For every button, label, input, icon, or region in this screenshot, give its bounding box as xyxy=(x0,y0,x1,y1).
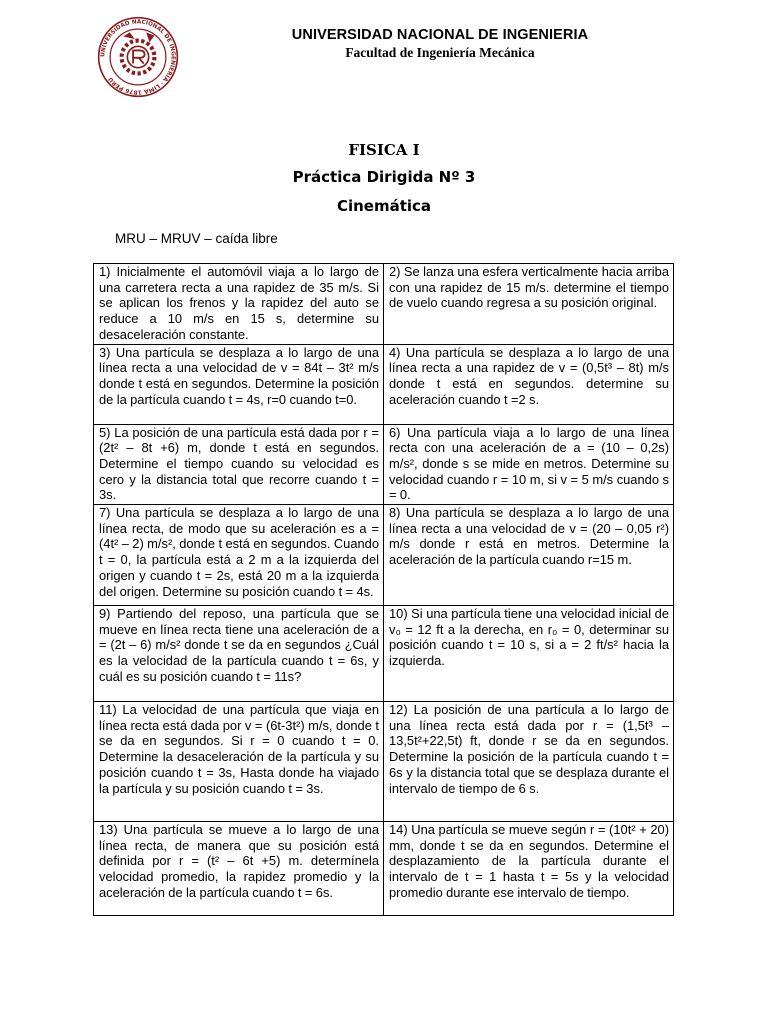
problem-8: 8) Una partícula se desplaza a lo largo de una línea recta a una velocidad de v = (20 – 0,05 r²) m/s donde r está en metros. Determine la aceleración de la partícula cuando r=15 m. xyxy=(384,505,674,606)
topics-subtitle: MRU – MRUV – caída libre xyxy=(115,231,278,246)
problem-row xyxy=(94,264,674,345)
problem-row xyxy=(94,505,674,606)
problem-row xyxy=(94,822,674,916)
problem-1: 1) Inicialmente el automóvil viaja a lo largo de una carretera recta a una rapidez de 35 m/s. Si se aplican los frenos y la rapidez del auto se reduce a 10 m/s en 15 s, determine su desaceleración constante. xyxy=(94,264,384,345)
practice-title: Práctica Dirigida Nº 3 xyxy=(292,168,476,186)
problem-10: 10) Si una partícula tiene una velocidad inicial de v₀ = 12 ft a la derecha, en r₀ = 0, determinar su posición cuando t = 10 s, si a = 2 ft/s² hacia la izquierda. xyxy=(384,606,674,702)
svg-text:UNIVERSIDAD NACIONAL DE INGENI: UNIVERSIDAD NACIONAL DE INGENIERIA · LIMA 1876 PERÚ xyxy=(100,19,176,95)
university-seal-logo xyxy=(97,16,179,98)
problem-2: 2) Se lanza una esfera verticalmente hacia arriba con una rapidez de 15 m/s. determine el tiempo de vuelo cuando regresa a su posición original. xyxy=(384,264,674,345)
problems-table xyxy=(93,263,674,916)
problem-row xyxy=(94,702,674,822)
problem-3: 3) Una partícula se desplaza a lo largo de una línea recta a una velocidad de v = 84t – 3t² m/s donde t está en segundos. Determine la posición de la partícula cuando t = 4s, r=0 cuando t=0. xyxy=(94,344,384,424)
problem-7: 7) Una partícula se desplaza a lo largo de una línea recta, de modo que su aceleración es a = (4t² – 2) m/s², donde t está en segundos. Cuando t = 0, la partícula está a 2 m a la izquierda del origen y cuando t = 2s, está 20 m a la izquierda del origen. Determine su posición cuando t = 4s. xyxy=(94,505,384,606)
problem-5: 5) La posición de una partícula está dada por r = (2t² – 8t +6) m, donde t está en segundos. Determine el tiempo cuando su velocidad es cero y la distancia total que recorre cuando t = 3s. xyxy=(94,424,384,505)
faculty-name: Facultad de Ingeniería Mecánica xyxy=(345,45,535,60)
course-title: FISICA I xyxy=(348,141,420,159)
problem-11: 11) La velocidad de una partícula que viaja en línea recta está dada por v = (6t-3t²) m/s, donde t se da en segundos. Si r = 0 cuando t = 0. Determine la desaceleración de la partícula y su posición cuando t = 3s, Hasta donde ha viajado la partícula y su posición cuando t = 3s. xyxy=(94,702,384,822)
problem-12: 12) La posición de una partícula a lo largo de una línea recta está dada por r = (1,5t³ – 13,5t²+22,5t) ft, donde r se da en segundos. Determine la posición de la partícula cuando t = 6s y la distancia total que se desplaza durante el intervalo de tiempo de 6 s. xyxy=(384,702,674,822)
problem-9: 9) Partiendo del reposo, una partícula que se mueve en línea recta tiene una aceleración de a = (2t – 6) m/s² donde t se da en segundos ¿Cuál es la velocidad de la partícula cuando t = 6s, y cuál es su posición cuando t = 11s? xyxy=(94,606,384,702)
problem-14: 14) Una partícula se mueve según r = (10t² + 20) mm, donde t se da en segundos. Determine el desplazamiento de la partícula durante el intervalo de t = 1 hasta t = 5s y la velocidad promedio durante ese intervalo de tiempo. xyxy=(384,822,674,916)
problem-row xyxy=(94,344,674,424)
problem-row xyxy=(94,424,674,505)
problem-6: 6) Una partícula viaja a lo largo de una línea recta con una aceleración de a = (10 – 0,2s) m/s², donde s se mide en metros. Determine su velocidad cuando r = 10 m, si v = 5 m/s cuando s = 0. xyxy=(384,424,674,505)
problem-13: 13) Una partícula se mueve a lo largo de una línea recta, de manera que su posición está definida por r = (t² – 6t +5) m. determínela velocidad promedio, la rapidez promedio y la aceleración de la partícula cuando t = 6s. xyxy=(94,822,384,916)
problem-4: 4) Una partícula se desplaza a lo largo de una línea recta a una rapidez de v = (0,5t³ – 8t) m/s donde t está en segundos. determine su aceleración cuando t =2 s. xyxy=(384,344,674,424)
university-name: UNIVERSIDAD NACIONAL DE INGENIERIA xyxy=(291,27,589,43)
topic-title: Cinemática xyxy=(336,197,432,215)
problem-row xyxy=(94,606,674,702)
